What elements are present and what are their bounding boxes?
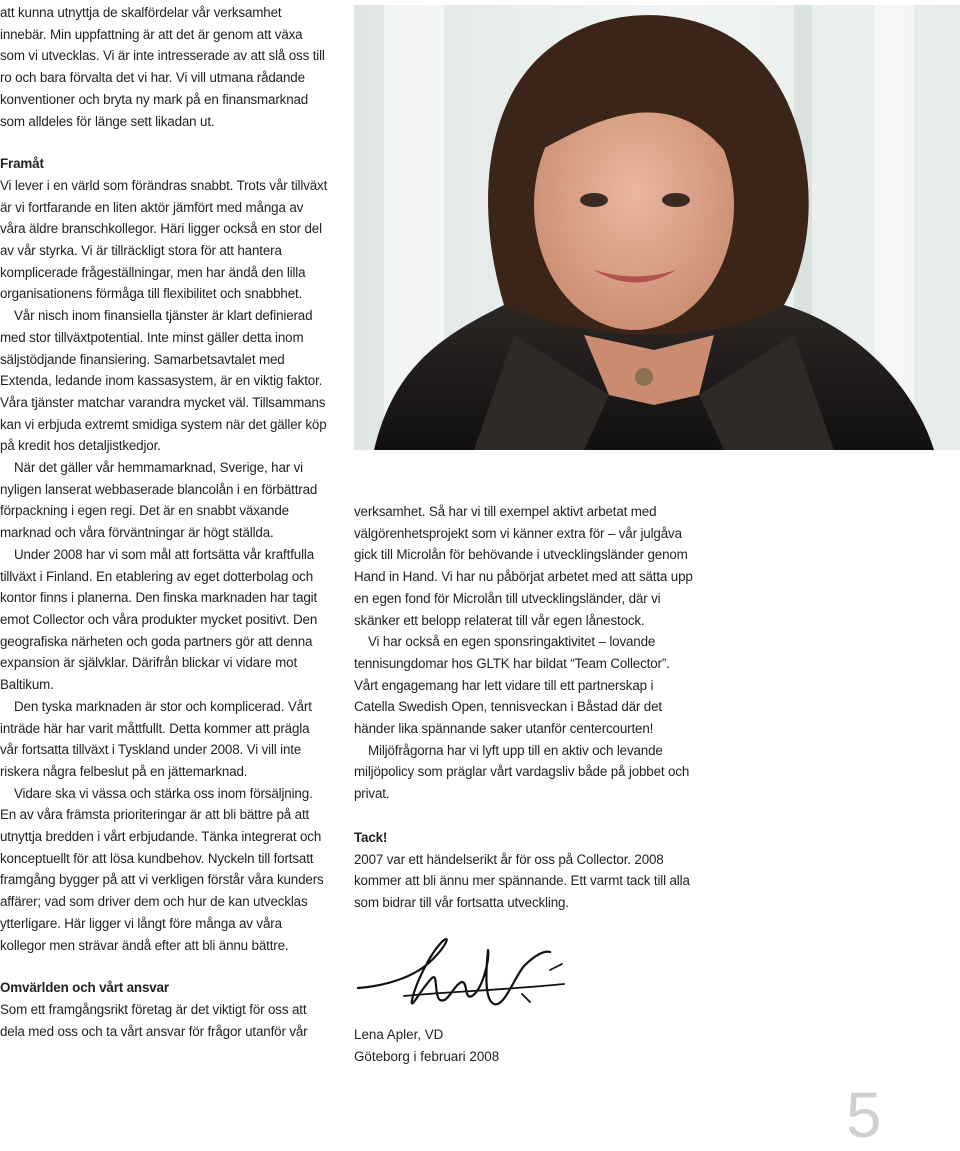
framat-paragraph-2: Vår nisch inom finansiella tjänster är klart definierad med stor tillväxtpotential. Inte minst gäller detta inom säljstödjande finansiering. Samarbetsavtalet med Extenda, ledande inom kassasystem, är en viktig faktor. Våra tjänster matchar varandra mycket väl. Tillsammans kan vi erbjuda extremt smidiga system när det gäller köp på kredit hos detaljistkedjor.	[0, 308, 327, 454]
tack-paragraph: 2007 var ett händelserikt år för oss på Collector. 2008 kommer att bli ännu mer spännande. Ett varmt tack till alla som bidrar till vår fortsatta utveckling.	[354, 851, 690, 910]
framat-paragraph-5: Den tyska marknaden är stor och komplicerad. Vårt inträde här har varit måttfullt. Detta kommer att prägla vår fortsatta tillväxt i Tyskland under 2008. Vi vill inte riskera några felbeslut på en jättemarknad.	[0, 698, 312, 779]
omvarlden-heading: Omvärlden och vårt ansvar	[0, 980, 169, 996]
sign-off	[354, 1024, 654, 1067]
framat-paragraph-3: När det gäller vår hemmamarknad, Sverige, har vi nyligen lanserat webbaserade blancolån i en förbättrad förpackning i egen regi. Det är en snabbt växande marknad och våra förväntningar är högt ställda.	[0, 460, 318, 541]
place-date: Göteborg i februari 2008	[354, 1048, 500, 1064]
portrait-photo	[354, 5, 960, 450]
signer-name: Lena Apler, VD	[354, 1027, 444, 1042]
left-column	[0, 2, 330, 1042]
portrait-illustration	[354, 5, 960, 450]
framat-paragraph-4: Under 2008 har vi som mål att fortsätta vår kraftfulla tillväxt i Finland. En etablering av eget dotterbolag och kontor finns i planerna. Den finska marknaden har tagit emot Collector och våra produkter mycket positivt. Den geografiska närheten och goda partners gör att denna expansion är självklar. Därifrån blickar vi vidare mot Baltikum.	[0, 546, 318, 693]
right-paragraph-1: verksamhet. Så har vi till exempel aktivt arbetat med välgörenhetsprojekt som vi känner extra för – vår julgåva gick till Microlån för behövande i utvecklingsländer genom Hand in Hand. Vi har nu påbörjat arbetet med att sätta upp en egen fond för Microlån till utvecklingsländer, där vi skänker ett belopp relaterat till vår egen lånestock.	[354, 504, 693, 628]
right-column	[354, 501, 694, 914]
page-number: 5	[846, 1079, 882, 1151]
framat-paragraph-6: Vidare ska vi vässa och stärka oss inom försäljning. En av våra främsta prioriteringar är att bli bättre på att utnyttja bredden i vårt erbjudande. Tänka integrerat och konceptuellt för att lösa kundbehov. Nyckeln till fortsatt framgång bygger på att vi verkligen förstår våra kunders affärer; vad som driver dem och hur de kan utvecklas ytterligare. Här ligger vi långt före många av våra kollegor men strävar ändå efter att bli ännu bättre.	[0, 785, 324, 953]
right-paragraph-2: Vi har också en egen sponsringaktivitet – lovande tennisungdomar hos GLTK har bildat “Team Collector”. Vårt engagemang har lett vidare till ett partnerskap i Catella Swedish Open, tennisveckan i Båstad där det händer lika spännande saker utanför centercourten!	[354, 634, 670, 737]
tack-heading: Tack!	[354, 829, 388, 845]
right-paragraph-3: Miljöfrågorna har vi lyft upp till en aktiv och levande miljöpolicy som präglar vårt vardagsliv både på jobbet och privat.	[354, 742, 690, 802]
omvarlden-paragraph: Som ett framgångsrikt företag är det viktigt för oss att dela med oss och ta vårt ansvar för frågor utanför vår	[0, 1001, 308, 1039]
framat-paragraph-1: Vi lever i en värld som förändras snabbt. Trots vår tillväxt är vi fortfarande en liten aktör jämfört med många av våra äldre branschkollegor. Häri ligger också en stor del av vår styrka. Vi är tillräckligt stora för att hantera komplicerade frågeställningar, men har ändå den lilla organisationens förmåga till flexibilitet och snabbhet.	[0, 177, 328, 302]
framat-heading: Framåt	[0, 156, 44, 172]
intro-paragraph: att kunna utnyttja de skalfördelar vår verksamhet innebär. Min uppfattning är att det är genom att växa som vi utvecklas. Vi är inte intresserade av att slå oss till ro och bara förvalta det vi har. Vi vill utmana rådande konventioner och bryta ny mark på en finansmarknad som alldeles för länge sett likadan ut.	[0, 5, 325, 129]
